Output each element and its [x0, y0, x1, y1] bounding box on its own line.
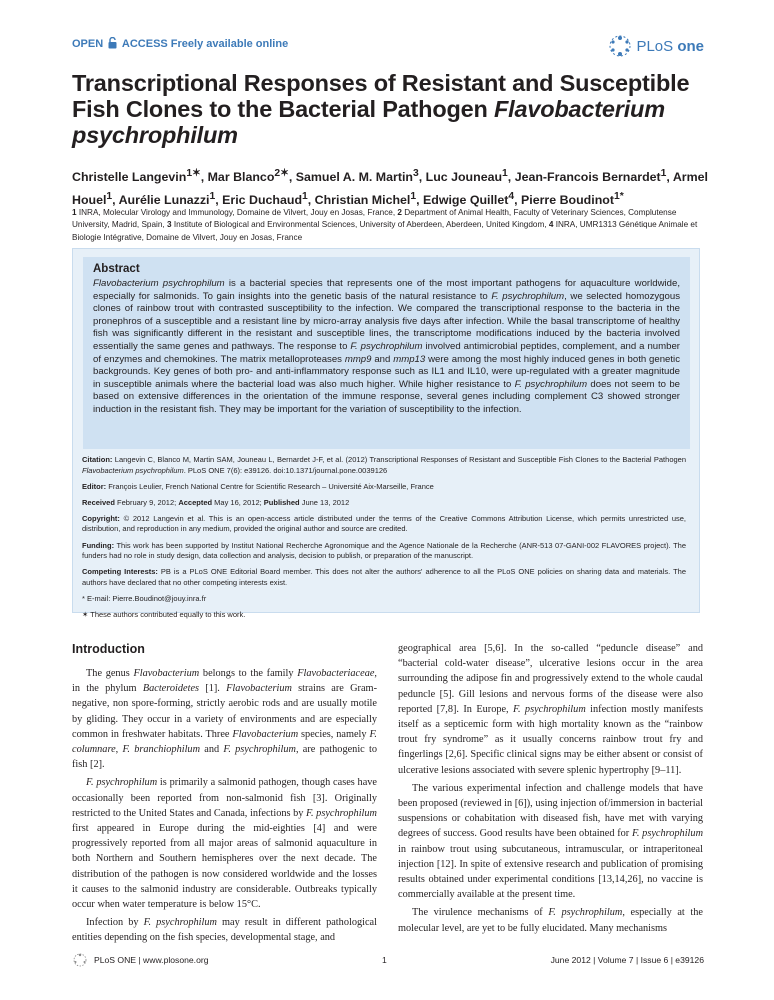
abstract-heading: Abstract: [93, 263, 140, 275]
body-paragraph: [72, 666, 377, 772]
text-run: strains are Gram-negative, non spore-forming, strictly aerobic rods and are usually motile by gliding. They occur in a variety of environments and are especially common in freshwater habitats. Three: [72, 683, 377, 740]
metadata-entry: [82, 498, 686, 509]
text-run: infection mostly manifests itself as a septicemic form with high mortality known as the “rainbow trout fry syndrome” as it usually concerns rainbow trout fry and fingerlings [2,6]. Specific clinical signs may be either absent or consist of ulcerative lesions associated with severe splenic hypertrophy [9–11].: [398, 703, 703, 776]
text-run: Accepted: [178, 497, 213, 507]
text-run: Published: [263, 497, 300, 507]
text-run: Bacteroidetes: [142, 683, 200, 695]
text-run: . PLoS ONE 7(6): e39126. doi:10.1371/journal.pone.0039126: [183, 465, 388, 475]
introduction-heading: Introduction: [72, 642, 145, 656]
text-run: Langevin C, Blanco M, Martin SAM, Jouneau L, Bernardet J-F, et al. (2012) Transcriptional Responses of Resistant and Susceptible Fish Clones to the Bacterial Pathogen: [112, 455, 686, 464]
text-run: F. columnare: [72, 728, 377, 756]
text-run: F. psychrophilum: [350, 340, 423, 352]
metadata-label: Competing Interests:: [82, 567, 158, 577]
text-run: F. psychrophilum: [631, 828, 704, 840]
metadata-label: Funding:: [82, 540, 115, 550]
journal-logo-text: [636, 38, 704, 55]
author-affiliation-marker: 1: [502, 168, 508, 179]
author-name: Christelle Langevin: [72, 170, 187, 185]
text-run: were among the most highly induced genes in both genetic backgrounds. Key genes of both pro- and anti-inflammatory response such as IL1 and IL10, were up-regulated with a greater magnitude in susceptible animals where the bacterial load was also much higher. While higher resistance to: [93, 353, 680, 390]
affiliations: [72, 207, 708, 244]
text-run: Flavobacterium psychrophilum: [93, 278, 225, 289]
text-run: This work has been supported by Institut National Recherche Agronomique and the Agence Nationale de la Recherche (ANR-513 07-GANI-002 FLAVORES project). The funders had no role in study design, data collection and analysis, decision to publish, or preparation of the manuscript.: [82, 540, 686, 561]
text-run: Flavobacteriaceae: [297, 668, 375, 679]
text-run: The various experimental infection and challenge models that have been proposed (reviewed in [6]), using injection of/immersion in bacterial suspensions or cohabitation with diseased fish, have met with varying degrees of success. Good results have been obtained for: [398, 782, 703, 840]
text-run: Flavobacterium: [232, 728, 299, 740]
open-access-suffix: ACCESS Freely available online: [121, 38, 289, 50]
author-name: Aurélie Lunazzi: [118, 193, 210, 208]
text-run: may result in different pathological entities depending on the fish species, developmental stage, and: [72, 917, 377, 944]
text-run: François Leulier, French National Centre for Scientific Research – Université Aix-Marseille, France: [106, 481, 434, 491]
affiliation-number: 3: [166, 220, 172, 230]
metadata-entry: [82, 541, 686, 562]
page-header: [72, 32, 704, 60]
text-run: F. psychrophilum: [86, 777, 158, 789]
metadata-label: Editor:: [82, 481, 107, 491]
author-affiliation-marker: 1✶: [186, 168, 201, 179]
article-title-plain: Transcriptional Responses of Resistant and Susceptible Fish Clones to the Bacterial Pathogen: [72, 70, 690, 122]
text-run: F. branchiophilum: [122, 744, 201, 756]
open-access-lock-icon: [108, 37, 117, 49]
article-title-italic: Flavobacterium psychrophilum: [72, 96, 665, 148]
text-run: Received: [82, 497, 115, 507]
page-footer: [72, 948, 704, 968]
affiliation-text: INRA, UMR1313 Génétique Animale et Biologie Intégrative, Domaine de Vilvert, Jouy en Josas, France: [72, 220, 698, 242]
author-name: Edwige Quillet: [423, 193, 509, 208]
author-name: Christian Michel: [314, 193, 411, 208]
text-run: Flavobacterium: [133, 668, 200, 679]
text-run: F. psychrophilum: [143, 917, 217, 929]
affiliation-text: INRA, Molecular Virology and Immunology, Domaine de Vilvert, Jouy en Josas, France,: [78, 208, 396, 217]
text-run: F. psychrophilum: [491, 290, 565, 302]
author-affiliation-marker: 1: [209, 191, 216, 203]
metadata-entry: [82, 482, 686, 493]
logo-plos: PLoS: [636, 37, 674, 55]
logo-one: one: [677, 37, 704, 55]
metadata-label: Citation:: [82, 455, 113, 464]
author-name: Pierre Boudinot: [521, 193, 614, 208]
affiliation-number: 1: [72, 208, 77, 217]
author-name: Armel Houel: [72, 170, 708, 208]
author-affiliation-marker: 1: [660, 168, 667, 179]
text-run: is primarily a salmonid pathogen, though cases have occasionally been reported from non-salmonid fish [3]. Originally restricted to the United States and Canada, infections by: [72, 777, 377, 819]
text-run: first appeared in Europe during the mid-eighties [4] and were progressively reported from all major areas of salmonid aquaculture in both Northern and Southern hemispheres over the next decade. The distribution of the pathogen is now considered worldwide and the losses it causes to the salmonid industry are considerable. Outbreaks typically occur when water temperature is below 15°C.: [72, 823, 377, 911]
journal-logo: [606, 32, 704, 60]
plos-one-logo-icon: [606, 32, 634, 60]
text-run: mmp9: [344, 353, 372, 365]
author-name: Mar Blanco: [207, 170, 275, 185]
footer-journal: [72, 952, 208, 968]
metadata-entry: [82, 455, 686, 476]
text-run: Flavobacterium: [226, 683, 292, 695]
text-run: , especially at the molecular level, are yet to be fully elucidated. Many mechanisms: [398, 907, 704, 934]
text-run: does not seem to be based on extensive differences in the orientation of the immune response, several genes including complement C3 showed stronger induction in the resistant fish. They may be important for the variation of susceptibility to the infection.: [93, 378, 680, 415]
text-run: February 9, 2012;: [114, 497, 179, 507]
plos-footer-logo-icon: [72, 952, 88, 968]
body-paragraph: [72, 915, 377, 945]
text-run: in rainbow trout using subcutaneous, intramuscular, or intraperitoneal injection [12]. In spite of extensive research and publication of promising results obtained under experimental conditions [13,14,26], no vaccine is commercially available at the present time.: [398, 843, 703, 901]
affiliation-text: Institute of Biological and Environmental Sciences, University of Aberdeen, Aberdeen, United Kingdom,: [173, 220, 547, 230]
text-run: F. psychrophilum: [513, 703, 586, 715]
text-run: * E-mail: Pierre.Boudinot@jouy.inra.fr: [82, 593, 207, 603]
author-affiliation-marker: 4: [508, 191, 515, 203]
body-column-left: [72, 666, 377, 946]
abstract-text: [93, 278, 680, 417]
body-paragraph: [398, 905, 703, 935]
text-run: © 2012 Langevin et al. This is an open-access article distributed under the terms of the Creative Commons Attribution License, which permits unrestricted use, distribution, and reproduction in any medium, provided the original author and source are credited.: [82, 513, 686, 534]
text-run: F. psychrophilum: [514, 378, 588, 390]
text-run: Infection by: [86, 917, 144, 929]
metadata-entry: [82, 610, 686, 621]
author-affiliation-marker: 3: [412, 168, 419, 179]
footer-issue: June 2012 | Volume 7 | Issue 6 | e39126: [550, 955, 704, 965]
author-name: Jean-Francois Bernardet: [514, 170, 661, 185]
body-column-right: [398, 641, 703, 936]
article-metadata: [82, 455, 686, 626]
affiliation-number: 2: [397, 208, 402, 217]
text-run: , are pathogenic to fish [2].: [72, 744, 377, 771]
author-affiliation-marker: 1*: [613, 191, 624, 203]
author-name: Eric Duchaud: [222, 193, 303, 208]
open-access-prefix: OPEN: [72, 38, 104, 50]
body-paragraph: [398, 641, 703, 778]
text-run: June 13, 2012: [299, 497, 350, 507]
text-run: The virulence mechanisms of: [412, 907, 549, 919]
text-run: and: [200, 744, 224, 756]
text-run: The genus: [86, 668, 134, 679]
text-run: species, namely: [298, 728, 370, 740]
metadata-entry: [82, 514, 686, 535]
text-run: and: [371, 353, 394, 365]
text-run: [1].: [199, 683, 227, 695]
affiliation-text: Department of Animal Health, Faculty of Veterinary Sciences, Complutense University, Madrid, Spain,: [72, 208, 677, 230]
metadata-entry: [82, 594, 686, 605]
text-run: F. psychrophilum: [548, 907, 623, 919]
author-name: Luc Jouneau: [425, 170, 503, 185]
abstract-panel: [83, 257, 690, 449]
metadata-entry: [82, 567, 686, 588]
author-name: Samuel A. M. Martin: [295, 170, 413, 185]
text-run: PB is a PLoS ONE Editorial Board member. This does not alter the authors' adherence to all the PLoS ONE policies on sharing data and materials. The authors have declared that no other competing interests exist.: [82, 567, 686, 587]
body-paragraph: [398, 781, 703, 903]
author-affiliation-marker: 1: [302, 191, 308, 203]
metadata-label: Copyright:: [82, 513, 120, 523]
text-run: belongs to the family: [199, 668, 298, 679]
text-run: , in the phylum: [72, 668, 377, 695]
author-affiliation-marker: 1: [106, 191, 113, 203]
text-run: geographical area [5,6]. In the so-called “peduncle disease” and “bacterial cold-water disease”, ulcerative lesions occur in the area surrounding the adipose fin and progressively extend to the whole caudal peduncle [5]. Gill lesions and nervous forms of the disease were also reported [7,8]. In Europe,: [398, 643, 703, 715]
text-run: Flavobacterium psychrophilum: [82, 465, 184, 475]
author-affiliation-marker: 1: [410, 191, 417, 203]
article-title: [72, 70, 712, 148]
author-affiliation-marker: 2✶: [274, 168, 289, 179]
text-run: , we selected homozygous clones of rainbow trout with contrasted susceptibility to the infection. We compared the transcriptional response to the bacteria in the pronephros of a susceptible and a resistant line by micro-array analysis five days after infection. While the basal transcriptome of healthy fish was significantly different in the resistant and susceptible lines, the transcriptome modifications induced by the bacteria involved essentially the same genes and pathways. The response to: [93, 290, 680, 352]
body-paragraph: [72, 775, 377, 912]
text-run: ✶ These authors contributed equally to this work.: [82, 610, 246, 620]
text-run: involved antimicrobial peptides, complement, and a number of enzymes and chemokines. The matrix metalloproteases: [93, 340, 680, 365]
text-run: ,: [115, 744, 123, 756]
affiliation-number: 4: [548, 220, 554, 230]
open-access-label: [72, 37, 288, 50]
footer-journal-text: PLoS ONE | www.plosone.org: [94, 955, 209, 965]
text-run: F. psychrophilum: [223, 744, 296, 756]
text-run: mmp13: [393, 353, 426, 365]
text-run: F. psychrophilum: [306, 807, 377, 819]
author-list: Christelle Langevin$^{1✶}$, Mar Blanco$^{2✶}$, Samuel A. M. Martin$^3$, Luc Jouneau$^1$, Jean-Francois Bernardet$^1$, Armel Houel$^1$, Aurélie Lunazzi$^1$, Eric Duchaud$^1$, Christian Michel$^1$, Edwige Quillet$^4$, Pierre Boudinot$^{1*}$: [72, 168, 708, 208]
page-number: 1: [382, 955, 387, 965]
text-run: is a bacterial species that represents one of the most important pathogens for aquaculture worldwide, especially for salmonids. To gain insights into the genetic basis of the natural resistance to: [93, 278, 680, 302]
text-run: May 16, 2012;: [212, 497, 264, 507]
